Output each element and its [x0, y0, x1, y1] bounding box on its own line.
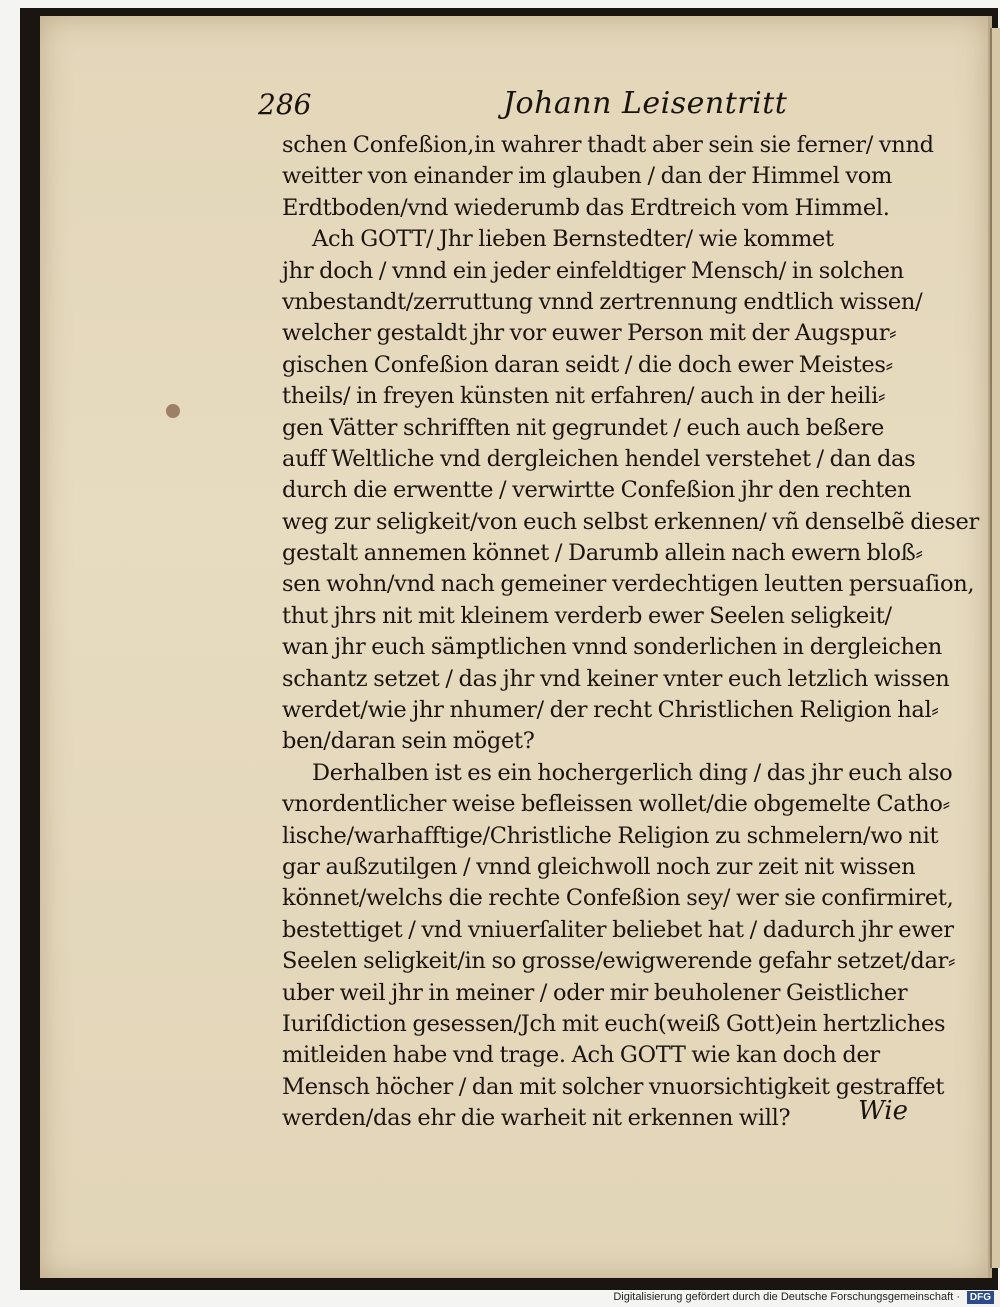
text-line: auff Weltliche vnd dergleichen hendel verstehet / dan das [282, 445, 916, 472]
text-line: theils/ in freyen künsten nit erfahren/ auch in der heili⸗ [282, 383, 886, 410]
text-line: werden/das ehr die warheit nit erkennen will? [282, 1105, 791, 1132]
text-line: werdet/wie jhr nhumer/ der recht Christlichen Religion hal⸗ [282, 697, 939, 724]
text-line: Iuriſdiction gesessen/Jch mit euch(weiß Gott)ein hertzliches [282, 1010, 946, 1037]
text-line: mitleiden habe vnd trage. Ach GOTT wie kan doch der [282, 1042, 880, 1069]
text-line: könnet/welchs die rechte Confeßion sey/ wer sie confirmiret, [282, 885, 954, 912]
text-line: weg zur seligkeit/von euch selbst erkennen/ vñ denselbẽ dieser [282, 508, 979, 535]
text-line: weitter von einander im glauben / dan der Himmel vom [282, 163, 893, 190]
text-line: welcher gestaldt jhr vor euwer Person mit der Augspur⸗ [282, 320, 897, 347]
text-line: vnbestandt/zerruttung vnnd zertrennung endtlich wissen/ [282, 288, 923, 315]
text-line: sen wohn/vnd nach gemeiner verdechtigen leutten persuaſion, [282, 571, 975, 598]
text-line: Seelen seligkeit/in so grosse/ewigwerende gefahr setzet/dar⸗ [282, 948, 956, 975]
text-line: schantz setzet / das jhr vnd keiner vnter euch letzlich wissen [282, 665, 950, 692]
text-line: Ach GOTT/ Jhr lieben Bernstedter/ wie kommet [312, 226, 834, 253]
page-header [258, 80, 818, 124]
text-line: durch die erwentte / verwirtte Confeßion jhr den rechten [282, 477, 912, 504]
text-line: thut jhrs nit mit kleinem verderb ewer Seelen seligkeit/ [282, 602, 892, 629]
text-line: schen Confeßion,in wahrer thadt aber sein sie ferner/ vnnd [282, 132, 934, 158]
footer-bar [0, 1290, 1000, 1307]
text-line: uber weil jhr in meiner / oder mir beuholener Geistlicher [282, 979, 908, 1006]
dfg-logo: DFG [967, 1291, 994, 1304]
ink-stain [166, 404, 180, 418]
catchword: Wie [858, 1096, 908, 1126]
text-line: Mensch höcher / dan mit solcher vnuorsichtigkeit gestraffet [282, 1073, 945, 1100]
text-line: Derhalben ist es ein hochergerlich ding / das jhr euch also [312, 759, 953, 786]
page-edge [990, 28, 1000, 1268]
text-line: lische/warhafftige/Christliche Religion zu schmelern/wo nit [282, 822, 939, 849]
text-line: gen Vätter schrifften nit gegrundet / euch auch beßere [282, 414, 885, 441]
text-line: Erdtboden/vnd wiederumb das Erdtreich vom Himmel. [282, 194, 890, 221]
text-line: gar außzutilgen / vnnd gleichwoll noch zur zeit nit wissen [282, 853, 916, 880]
text-line: gischen Confeßion daran seidt / die doch ewer Meistes⸗ [282, 351, 893, 378]
body-text [282, 130, 979, 1135]
text-line: jhr doch / vnnd ein jeder einfeldtiger Mensch/ in solchen [282, 257, 904, 284]
text-line: wan jhr euch sämptlichen vnnd sonderlichen in dergleichen [282, 634, 942, 661]
text-line: ben/daran sein möget? [282, 728, 535, 755]
funding-credit: Digitalisierung gefördert durch die Deutsche Forschungsgemeinschaft · [613, 1291, 960, 1303]
text-line: bestettiget / vnd vniuerſaliter beliebet hat / dadurch jhr ewer [282, 916, 954, 943]
text-line: vnordentlicher weise befleissen wollet/die obgemelte Catho⸗ [282, 791, 950, 818]
running-title: Johann Leisentritt [503, 86, 788, 121]
page-number: 286 [258, 88, 312, 121]
text-line: gestalt annemen könnet / Darumb allein nach ewern bloß⸗ [282, 540, 923, 567]
